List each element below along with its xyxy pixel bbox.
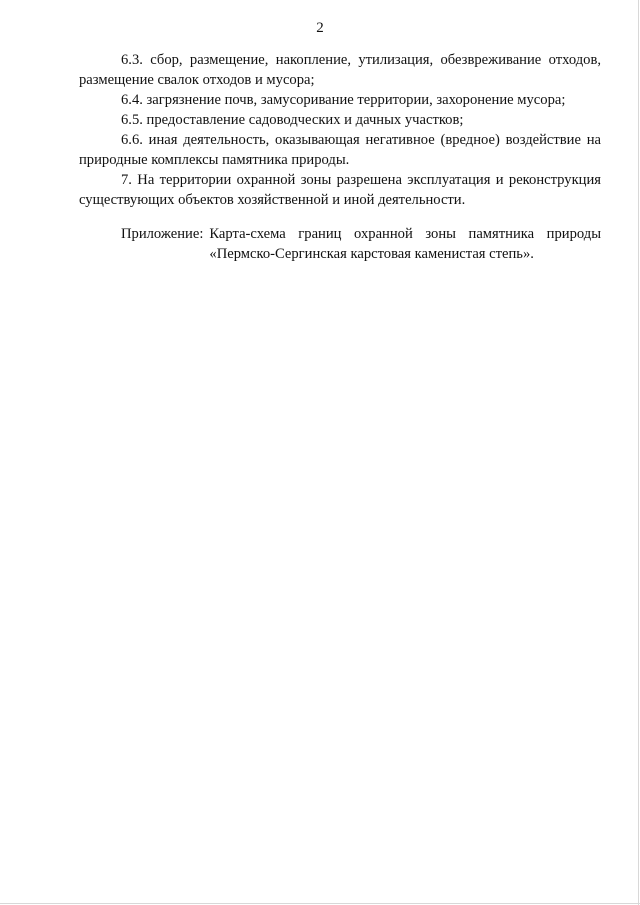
document-body xyxy=(79,50,601,264)
paragraph-6-6: 6.6. иная деятельность, оказывающая негативное (вредное) воздействие на природные комплексы памятника природы. xyxy=(79,132,601,168)
page-number: 2 xyxy=(316,20,324,36)
attachment-line-1: Карта-схема границ охранной зоны памятника природы xyxy=(209,226,601,242)
attachment-label: Приложение: xyxy=(121,226,204,242)
attachment-text xyxy=(209,224,601,264)
attachment-note xyxy=(79,224,601,264)
scan-edge-bottom xyxy=(0,903,640,904)
paragraph-6-3: 6.3. сбор, размещение, накопление, утилизация, обезвреживание отходов, размещение свалок отходов и мусора; xyxy=(79,52,601,88)
attachment-line-2: «Пермско-Сергинская карстовая каменистая степь». xyxy=(209,246,534,262)
paragraph-6-5: 6.5. предоставление садоводческих и дачных участков; xyxy=(121,112,464,128)
paragraph-6-4: 6.4. загрязнение почв, замусоривание территории, захоронение мусора; xyxy=(121,92,566,108)
scan-edge-right xyxy=(638,0,639,905)
paragraph-7: 7. На территории охранной зоны разрешена эксплуатация и реконструкция существующих объектов хозяйственной и иной деятельности. xyxy=(79,172,601,208)
